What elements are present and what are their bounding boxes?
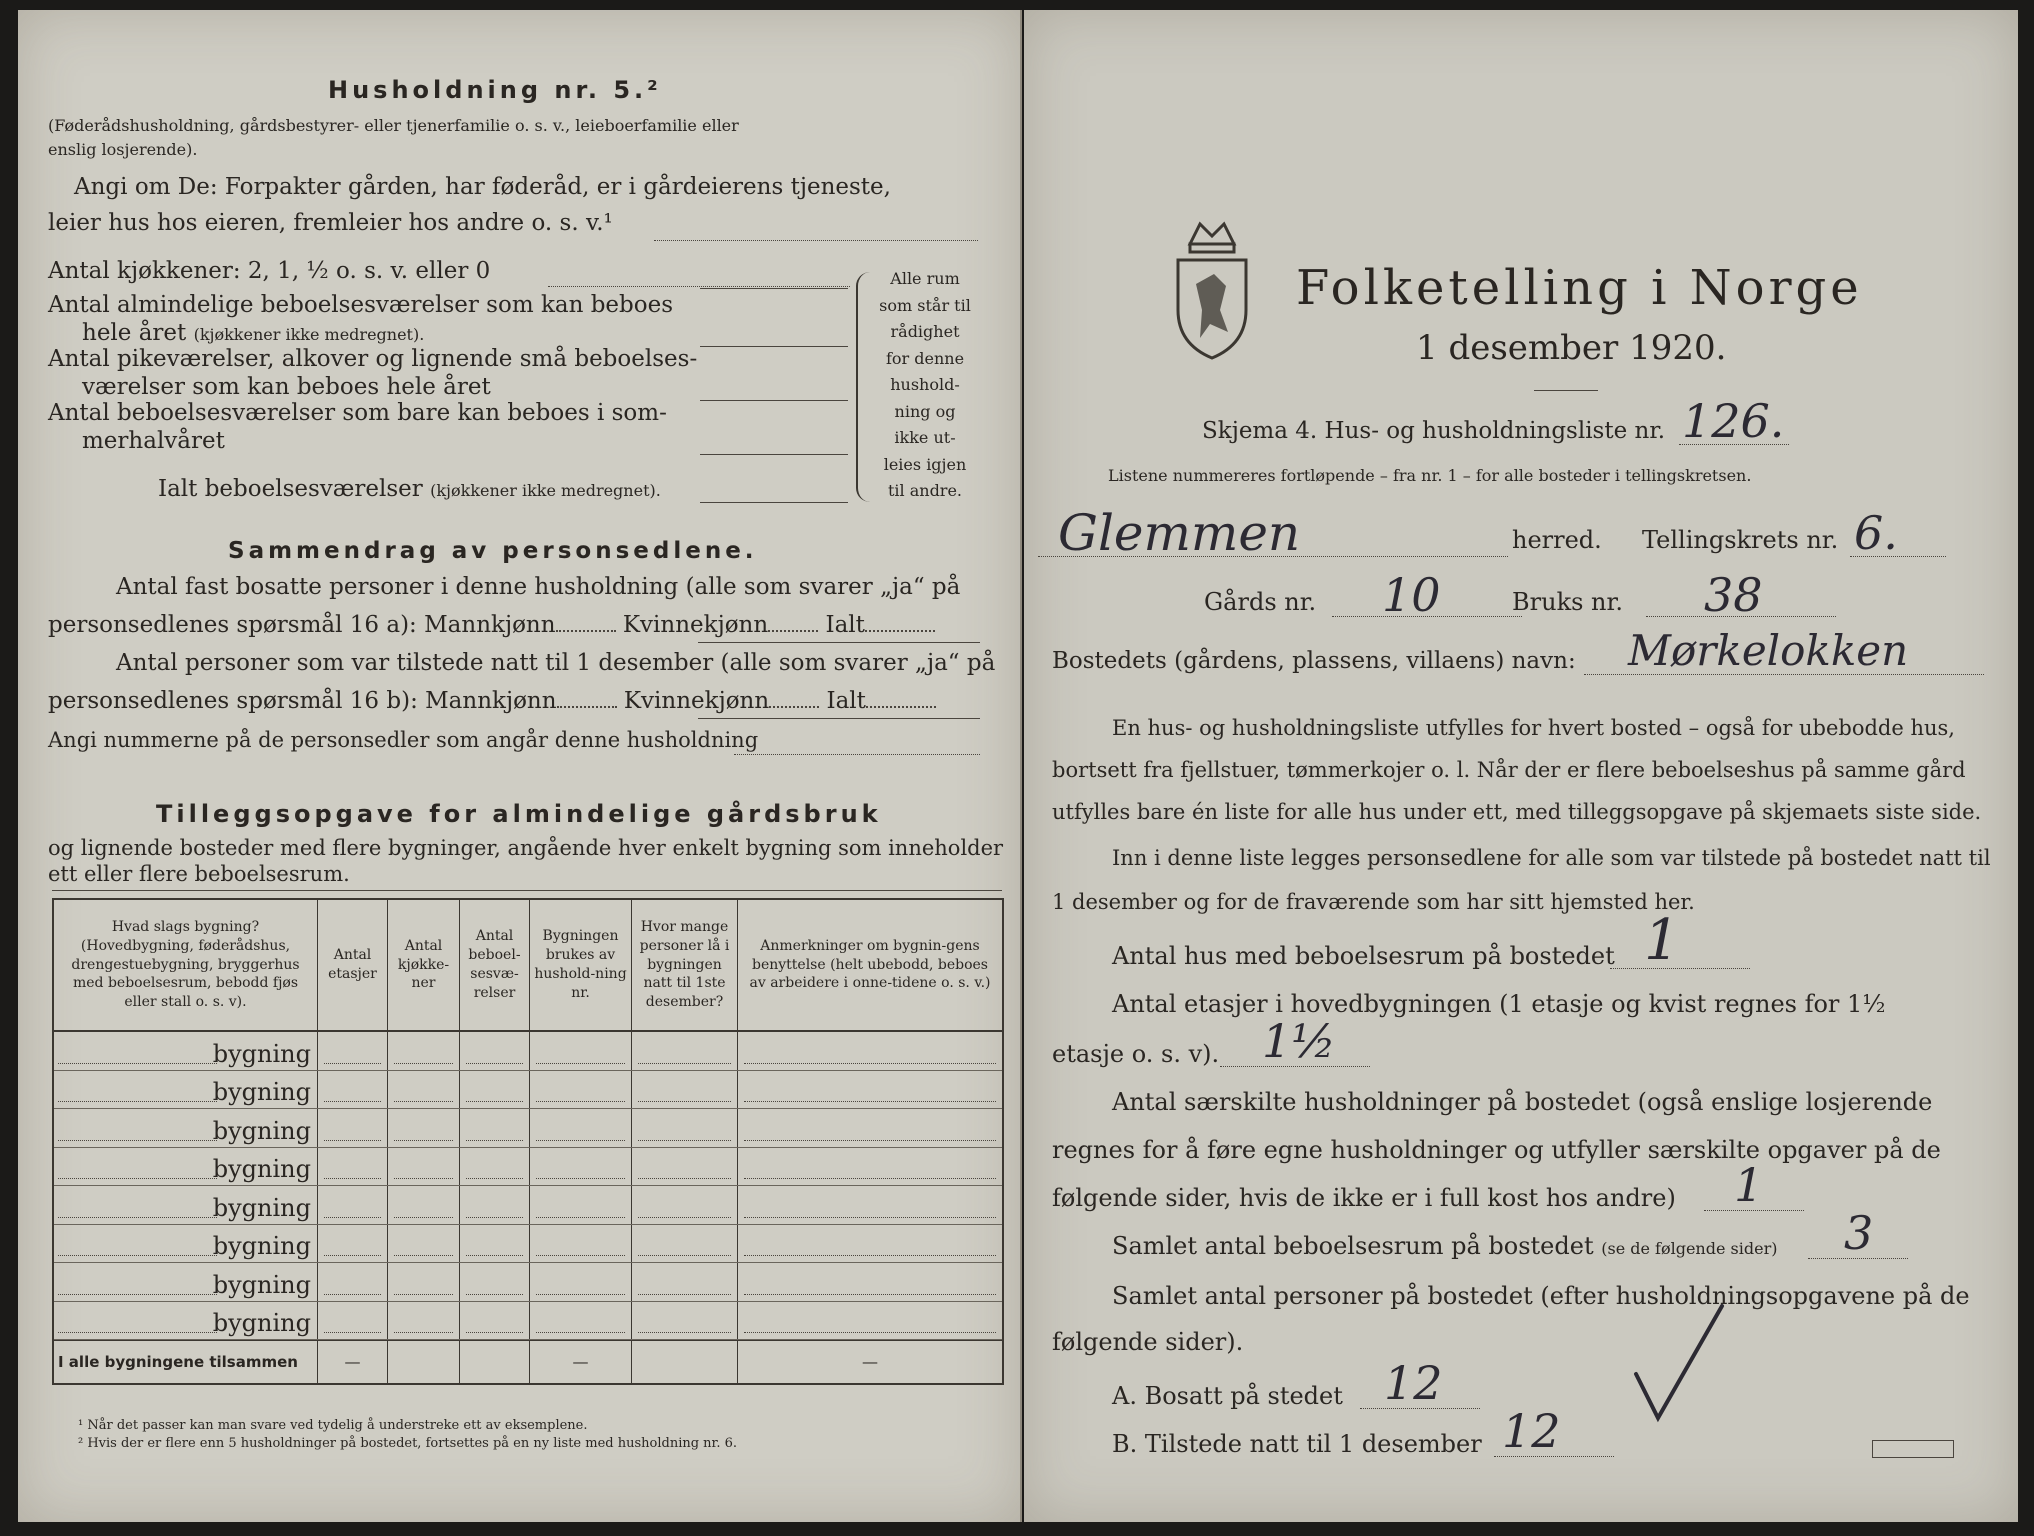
krets-label: Tellingskrets nr. <box>1642 526 1839 554</box>
table-cell <box>460 1109 530 1147</box>
sommer-label: Antal beboelsesværelser som bare kan beboes i som- <box>48 400 667 426</box>
table-cell <box>632 1263 738 1301</box>
bruks-label: Bruks nr. <box>1512 588 1623 616</box>
sammendrag-title: Sammendrag av personsedlene. <box>228 538 758 564</box>
nummerne-label: Angi nummerne på de personsedler som angår denne husholdning <box>48 728 759 752</box>
table-cell <box>318 1071 388 1109</box>
tilstede-value: 12 <box>1502 1404 1561 1458</box>
table-cell <box>318 1032 388 1070</box>
table-cell <box>738 1263 1002 1301</box>
table-row <box>54 1148 1002 1187</box>
tillegg-text: og lignende bosteder med flere bygninger, angående hver enkelt bygning som inneholder <box>48 836 1004 860</box>
kjokkener-label: Antal kjøkkener: 2, 1, ½ o. s. v. eller 0 <box>48 258 491 284</box>
rum-label: Samlet antal beboelsesrum på bostedet (se de følgende sider) <box>1112 1232 1778 1260</box>
header-building: Hvad slags bygning? (Hovedbygning, føderådshus, drengestuebygning, bryggerhus med beboelsesrum, bebodd fjøs eller stall o. s. v). <box>54 900 318 1030</box>
herred-value: Glemmen <box>1058 504 1301 562</box>
table-cell <box>460 1032 530 1070</box>
table-cell <box>388 1302 460 1340</box>
table-cell <box>632 1109 738 1147</box>
table-cell <box>388 1148 460 1186</box>
table-cell <box>318 1109 388 1147</box>
table-cell <box>318 1302 388 1340</box>
table-cell <box>530 1148 632 1186</box>
angi-text-2: leier hus hos eieren, fremleier hos andre o. s. v.¹ <box>48 210 613 236</box>
krets-value: 6. <box>1854 506 1898 560</box>
table-cell <box>318 1225 388 1263</box>
angi-text: Angi om De: Forpakter gården, har føderåd, er i gårdeierens tjeneste, <box>74 174 891 200</box>
footnote-1: ¹ Når det passer kan man svare ved tydelig å understreke ett av eksemplene. <box>78 1418 588 1433</box>
household-subtitle: (Føderådshusholdning, gårdsbestyrer- eller tjenerfamilie o. s. v., leieboerfamilie eller <box>48 116 739 135</box>
tillegg-text-2: ett eller flere beboelsesrum. <box>48 862 350 886</box>
instruction-4: Inn i denne liste legges personsedlene for alle som var tilstede på bostedet natt til <box>1112 846 1991 870</box>
table-cell <box>530 1225 632 1263</box>
table-cell <box>530 1032 632 1070</box>
brace-note-line: Alle rum <box>890 269 960 288</box>
table-row <box>54 1186 1002 1225</box>
brace-note-line: rådighet <box>890 322 960 341</box>
building-cell <box>54 1109 318 1147</box>
table-cell <box>460 1186 530 1224</box>
brace-note-line: for denne <box>885 348 965 368</box>
bosatt-value: 12 <box>1384 1356 1443 1410</box>
table-cell <box>530 1302 632 1340</box>
brace-note-line: ikke ut- <box>894 428 956 447</box>
table-cell <box>530 1186 632 1224</box>
table-cell <box>460 1263 530 1301</box>
printer-stamp <box>1872 1440 1954 1458</box>
brace-note <box>870 266 980 505</box>
building-cell <box>54 1071 318 1109</box>
fast-text-2: personsedlenes spørsmål 16 a): Mannkjønn Kvinnekjønn Ialt <box>48 612 935 638</box>
brace-note-line: til andre. <box>887 481 963 500</box>
hus-value: 1 <box>1644 908 1680 973</box>
building-label: bygning <box>212 1270 311 1299</box>
footnote-2: ² Hvis der er flere enn 5 husholdninger på bostedet, fortsettes på en ny liste med husholdning nr. 6. <box>78 1436 738 1451</box>
table-cell <box>632 1186 738 1224</box>
skjema-number: 126. <box>1682 394 1785 448</box>
left-page <box>18 10 1022 1522</box>
header-anmerkninger: Anmerkninger om bygnin-gens benyttelse (helt ubebodd, beboes av arbeidere i onne-tidene o. s. v.) <box>749 937 991 992</box>
brace-note-line: ning og <box>894 401 956 421</box>
sarsk-label-2: regnes for å føre egne husholdninger og utfyller særskilte opgaver på de <box>1052 1136 1941 1164</box>
table-cell <box>632 1225 738 1263</box>
coat-of-arms-icon <box>1170 214 1254 364</box>
herred-label: herred. <box>1512 526 1602 554</box>
building-cell <box>54 1032 318 1070</box>
table-row <box>54 1109 1002 1148</box>
table-cell <box>738 1109 1002 1147</box>
table-cell <box>632 1148 738 1186</box>
sarsk-label: Antal særskilte husholdninger på bostedet (også enslige losjerende <box>1112 1088 1933 1116</box>
alm-label-2: hele året (kjøkkener ikke medregnet). <box>82 320 425 346</box>
brace-note-line: som står til <box>879 295 971 315</box>
buildings-table <box>52 898 1004 1385</box>
sarsk-value: 1 <box>1734 1158 1764 1212</box>
table-cell <box>318 1148 388 1186</box>
table-cell <box>738 1302 1002 1340</box>
census-date: 1 desember 1920. <box>1416 328 1727 368</box>
table-cell <box>738 1186 1002 1224</box>
total-brukes: — <box>530 1341 632 1383</box>
etasjer-value: 1½ <box>1262 1014 1336 1068</box>
header-kjokkener: Antal kjøkke-ner <box>388 900 460 1030</box>
tilstede-text: Antal personer som var tilstede natt til 1 desember (alle som svarer „ja“ på <box>116 650 996 676</box>
table-cell <box>460 1148 530 1186</box>
table-cell <box>388 1186 460 1224</box>
pike-label-2: værelser som kan beboes hele året <box>82 374 491 400</box>
building-cell <box>54 1263 318 1301</box>
right-page <box>1024 10 2018 1522</box>
total-etasjer: — <box>318 1341 388 1383</box>
table-row <box>54 1032 1002 1071</box>
building-cell <box>54 1302 318 1340</box>
table-cell <box>460 1071 530 1109</box>
building-label: bygning <box>212 1116 311 1145</box>
tillegg-title: Tilleggsopgave for almindelige gårdsbruk <box>156 800 882 828</box>
personer-label: Samlet antal personer på bostedet (efter husholdningsopgavene på de <box>1112 1282 1970 1310</box>
table-cell <box>388 1032 460 1070</box>
instruction-5: 1 desember og for de fraværende som har sitt hjemsted her. <box>1052 890 1695 914</box>
header-brukes: Bygningen brukes av hushold-ning nr. <box>530 900 632 1030</box>
census-title: Folketelling i Norge <box>1296 260 1863 316</box>
total-label: I alle bygningene tilsammen <box>58 1353 298 1371</box>
building-cell <box>54 1148 318 1186</box>
table-cell <box>530 1109 632 1147</box>
personer-label-2: følgende sider). <box>1052 1328 1244 1356</box>
table-cell <box>388 1109 460 1147</box>
sarsk-label-3: følgende sider, hvis de ikke er i full kost hos andre) <box>1052 1184 1676 1212</box>
rum-value: 3 <box>1844 1206 1874 1260</box>
hus-label: Antal hus med beboelsesrum på bostedet <box>1112 942 1615 970</box>
pike-label: Antal pikeværelser, alkover og lignende små beboelses- <box>48 346 698 372</box>
table-cell <box>460 1225 530 1263</box>
building-label: bygning <box>212 1232 311 1260</box>
table-total-row <box>54 1340 1002 1383</box>
table-row <box>54 1225 1002 1264</box>
brace-note-line: hushold- <box>890 375 960 394</box>
bosted-label: Bostedets (gårdens, plassens, villaens) navn: <box>1052 648 1576 674</box>
household-title: Husholdning nr. 5.² <box>328 76 662 104</box>
bruks-value: 38 <box>1704 568 1763 622</box>
building-label: bygning <box>212 1155 311 1183</box>
table-cell <box>318 1263 388 1301</box>
table-cell <box>738 1071 1002 1109</box>
fast-text: Antal fast bosatte personer i denne husholdning (alle som svarer „ja“ på <box>116 574 961 600</box>
sommer-label-2: merhalvåret <box>82 428 225 454</box>
header-beboelse: Antal beboel-sesvæ-relser <box>460 900 530 1030</box>
table-row <box>54 1071 1002 1110</box>
table-cell <box>460 1302 530 1340</box>
table-cell <box>388 1225 460 1263</box>
building-cell <box>54 1186 318 1224</box>
etasjer-label-2: etasje o. s. v). <box>1052 1040 1220 1068</box>
table-cell <box>738 1032 1002 1070</box>
etasjer-label: Antal etasjer i hovedbygningen (1 etasje og kvist regnes for 1½ <box>1112 990 1886 1018</box>
building-cell <box>54 1225 318 1263</box>
household-subtitle-2: enslig losjerende). <box>48 140 198 159</box>
header-etasjer: Antal etasjer <box>318 900 388 1030</box>
skjema-label: Skjema 4. Hus- og husholdningsliste nr. <box>1202 418 1666 444</box>
building-label: bygning <box>212 1078 311 1106</box>
header-personer: Hvor mange personer lå i bygningen natt til 1ste desember? <box>632 900 738 1030</box>
alm-label: Antal almindelige beboelsesværelser som kan beboes <box>48 292 674 318</box>
tilstede-text-2: personsedlenes spørsmål 16 b): Mannkjønn Kvinnekjønn Ialt <box>48 688 936 714</box>
checkmark-icon <box>1630 1300 1730 1430</box>
table-header <box>54 900 1002 1032</box>
building-label: bygning <box>212 1193 311 1222</box>
tilstede-label: B. Tilstede natt til 1 desember <box>1112 1430 1482 1458</box>
listene-note: Listene nummereres fortløpende – fra nr. 1 – for alle bosteder i tellingskretsen. <box>1108 466 1752 485</box>
gards-value: 10 <box>1382 568 1441 622</box>
table-cell <box>530 1263 632 1301</box>
building-label: bygning <box>212 1309 311 1337</box>
table-cell <box>632 1032 738 1070</box>
instruction-3: utfylles bare én liste for alle hus under ett, med tilleggsopgave på skjemaets siste side. <box>1052 800 1982 824</box>
table-cell <box>388 1263 460 1301</box>
bosted-value: Mørkelokken <box>1628 626 1909 675</box>
table-cell <box>738 1148 1002 1186</box>
table-cell <box>738 1225 1002 1263</box>
instruction-2: bortsett fra fjellstuer, tømmerkojer o. l. Når der er flere beboelseshus på samme gård <box>1052 758 1966 782</box>
building-label: bygning <box>212 1039 311 1068</box>
brace-note-line: leies igjen <box>883 454 967 474</box>
total-anmerkninger: — <box>862 1352 878 1371</box>
gards-label: Gårds nr. <box>1204 588 1317 616</box>
table-cell <box>530 1071 632 1109</box>
table-cell <box>632 1302 738 1340</box>
table-cell <box>388 1071 460 1109</box>
bosatt-label: A. Bosatt på stedet <box>1112 1382 1343 1410</box>
table-row <box>54 1263 1002 1302</box>
instruction-1: En hus- og husholdningsliste utfylles for hvert bosted – også for ubebodde hus, <box>1112 716 1955 740</box>
ialt-label: Ialt beboelsesværelser (kjøkkener ikke medregnet). <box>158 476 661 502</box>
table-cell <box>632 1071 738 1109</box>
table-cell <box>318 1186 388 1224</box>
table-row <box>54 1302 1002 1341</box>
